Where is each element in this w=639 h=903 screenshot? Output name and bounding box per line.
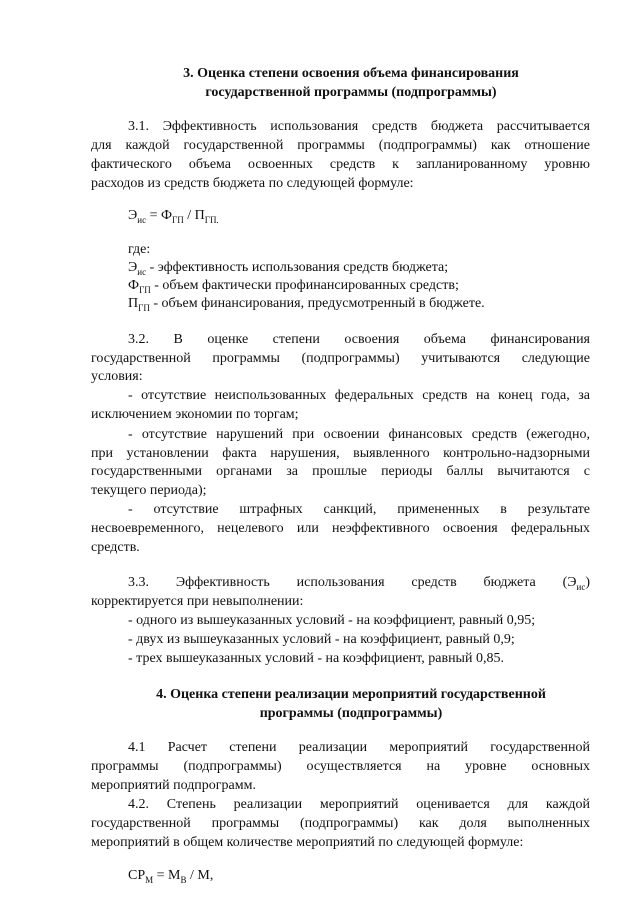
condition-3-line-3: средств. (91, 540, 140, 555)
para-4-2-line-1: 4.2. Степень реализации мероприятий оценивается для каждой (128, 797, 590, 812)
section-4-heading-line-1: 4. Оценка степени реализации мероприятий государственной (156, 687, 546, 702)
para-3-3-line-1: 3.3. Эффективность использования средств бюджета $(Э_{ис})$ (128, 575, 590, 592)
para-3-1-line-2: для каждой государственной программы (подпрограммы) как отношение (91, 138, 590, 153)
condition-3-line-2: несвоевременного, нецелевого или неэффективного освоения федеральных (91, 521, 590, 536)
section-3-heading-line-2: государственной программы (подпрограммы) (205, 85, 497, 100)
para-4-1-line-2: программы (подпрограммы) осуществляется на уровне основных (91, 759, 590, 774)
definition-efficiency: $Э_{ис}$ - эффективность использования средств бюджета; (128, 260, 449, 277)
para-3-1-line-1: 3.1. Эффективность использования средств бюджета рассчитывается (128, 119, 590, 134)
formula-efficiency: $Э_{ис} = Ф_{ГП} / П_{ГП.}$ (128, 208, 219, 225)
para-4-1-line-3: мероприятий подпрограмм. (91, 778, 256, 793)
section-4-heading-line-2: программы (подпрограммы) (259, 706, 443, 721)
section-3-heading-line-1: 3. Оценка степени освоения объема финансирования (183, 66, 519, 81)
para-3-2-line-2: государственной программы (подпрограммы) учитываются следующие (91, 351, 590, 366)
para-3-1-line-3: фактического объема освоенных средств к запланированному уровню (91, 157, 590, 172)
para-4-2-line-2: государственной программы (подпрограммы) как доля выполненных (91, 816, 590, 831)
reduction-1: - одного из вышеуказанных условий - на коэффициент, равный 0,95; (128, 613, 536, 628)
reduction-2: - двух из вышеуказанных условий - на коэффициент, равный 0,9; (128, 632, 515, 647)
reduction-3: - трех вышеуказанных условий - на коэффициент, равный 0,85. (128, 651, 504, 666)
condition-1-line-1: - отсутствие неиспользованных федеральных средств на конец года, за (128, 388, 590, 403)
para-4-1-line-1: 4.1 Расчет степени реализации мероприятий государственной (128, 740, 590, 755)
condition-2-line-1: - отсутствие нарушений при освоении финансовых средств (ежегодно, (128, 427, 590, 442)
condition-3-line-1: - отсутствие штрафных санкций, примененных в результате (128, 502, 590, 517)
para-3-2-line-3: условия: (91, 369, 143, 384)
condition-2-line-4: текущего периода); (91, 483, 207, 498)
condition-1-line-2: исключением экономии по торгам; (91, 407, 299, 422)
definition-planned: $П_{ГП}$ - объем финансирования, предусмотренный в бюджете. (128, 296, 485, 313)
condition-2-line-2: при установлении факта нарушения, выявленного контрольно-надзорными (91, 446, 590, 461)
formula-implementation: $СР_М = М_В / М$, (128, 868, 214, 885)
where-label: где: (128, 242, 151, 257)
para-3-1-line-4: расходов из средств бюджета по следующей формуле: (91, 176, 414, 191)
para-4-2-line-3: мероприятий в общем количестве мероприятий по следующей формуле: (91, 835, 524, 850)
para-3-2-line-1: 3.2. В оценке степени освоения объема финансирования (128, 332, 590, 347)
condition-2-line-3: государственными органами за прошлые периоды баллы вычитаются с (91, 464, 590, 479)
definition-actual: $Ф_{ГП}$ - объем фактически профинансированных средств; (128, 278, 459, 295)
para-3-3-line-2: корректируется при невыполнении: (91, 594, 304, 609)
